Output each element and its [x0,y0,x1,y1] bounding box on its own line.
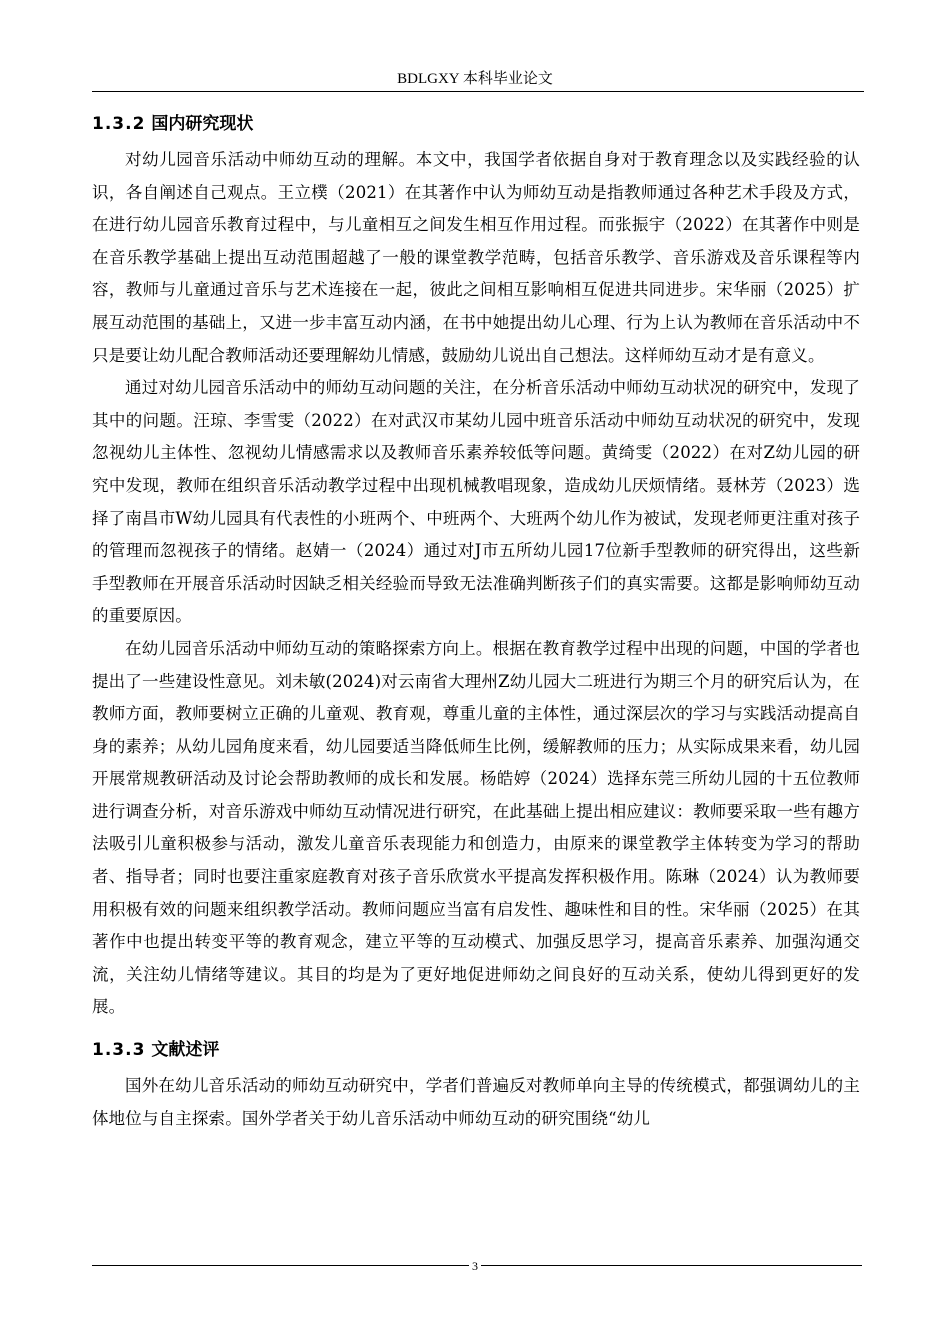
paragraph: 国外在幼儿音乐活动的师幼互动研究中，学者们普遍反对教师单向主导的传统模式，都强调幼儿的主体地位与自主探索。国外学者关于幼儿音乐活动中师幼互动的研究围绕“幼儿 [92,1076,860,1128]
section-heading-1-3-2 [92,112,860,136]
section-title: 国内研究现状 [151,114,254,134]
page-number [0,1258,950,1274]
page-header: BDLGXY 本科毕业论文 [397,71,553,87]
paragraph: 对幼儿园音乐活动中师幼互动的理解。本文中，我国学者依据自身对于教育理念以及实践经验的认识，各自阐述自己观点。王立樸（2021）在其著作中认为师幼互动是指教师通过各种艺术手段及方式，在进行幼儿园音乐教育过程中，与儿童相互之间发生相互作用过程。而张振宇（2022）在其著作中则是在音乐教学基础上提出互动范围超越了一般的课堂教学范畴，包括音乐教学、音乐游戏及音乐课程等内容，教师与儿童通过音乐与艺术连接在一起，彼此之间相互影响相互促进共同进步。宋华丽（2025）扩展互动范围的基础上，又进一步丰富互动内涵，在书中她提出幼儿心理、行为上认为教师在音乐活动中不只是要让幼儿配合教师活动还要理解幼儿情感，鼓励幼儿说出自己想法。这样师幼互动才是有意义。 [92,150,860,365]
section-number: 1.3.2 [92,114,146,134]
section-title: 文献述评 [151,1040,220,1061]
page-body [92,112,860,1135]
header-rule [92,91,864,92]
section-heading-1-3-3 [92,1038,860,1062]
paragraph: 通过对幼儿园音乐活动中的师幼互动问题的关注，在分析音乐活动中师幼互动状况的研究中，发现了其中的问题。汪琼、李雪雯（2022）在对武汉市某幼儿园中班音乐活动中师幼互动状况的研究中，发现忽视幼儿主体性、忽视幼儿情感需求以及教师音乐素养较低等问题。黄绮雯（2022）在对Z幼儿园的研究中发现，教师在组织音乐活动教学过程中出现机械教唱现象，造成幼儿厌烦情绪。聂林芳（2023）选择了南昌市W幼儿园具有代表性的小班两个、中班两个、大班两个幼儿作为被试，发现老师更注重对孩子的管理而忽视孩子的情绪。赵婧一（2024）通过对J市五所幼儿园17位新手型教师的研究得出，这些新手型教师在开展音乐活动时因缺乏相关经验而导致无法准确判断孩子们的真实需要。这都是影响师幼互动的重要原因。 [92,378,860,626]
paragraph: 在幼儿园音乐活动中师幼互动的策略探索方向上。根据在教育教学过程中出现的问题，中国的学者也提出了一些建设性意见。刘未敏(2024)对云南省大理州Z幼儿园大二班进行为期三个月的研究后认为，在教师方面，教师要树立正确的儿童观、教育观，尊重儿童的主体性，通过深层次的学习与实践活动提高自身的素养；从幼儿园角度来看，幼儿园要适当降低师生比例，缓解教师的压力；从实际成果来看，幼儿园开展常规教研活动及讨论会帮助教师的成长和发展。杨皓婷（2024）选择东莞三所幼儿园的十五位教师进行调查分析，对音乐游戏中师幼互动情况进行研究，在此基础上提出相应建议：教师要采取一些有趣方法吸引儿童积极参与活动，激发儿童音乐表现能力和创造力，由原来的课堂教学主体转变为学习的帮助者、指导者；同时也要注重家庭教育对孩子音乐欣赏水平提高发挥积极作用。陈琳（2024）认为教师要用积极有效的问题来组织教学活动。教师问题应当富有启发性、趣味性和目的性。宋华丽（2025）在其著作中也提出转变平等的教育观念，建立平等的互动模式、加强反思学习，提高音乐素养、加强沟通交流，关注幼儿情绪等建议。其目的均是为了更好地促进师幼之间良好的互动关系，使幼儿得到更好的发展。 [92,638,860,1017]
section-number: 1.3.3 [92,1040,146,1061]
page-number-label: 3 [469,1259,481,1273]
